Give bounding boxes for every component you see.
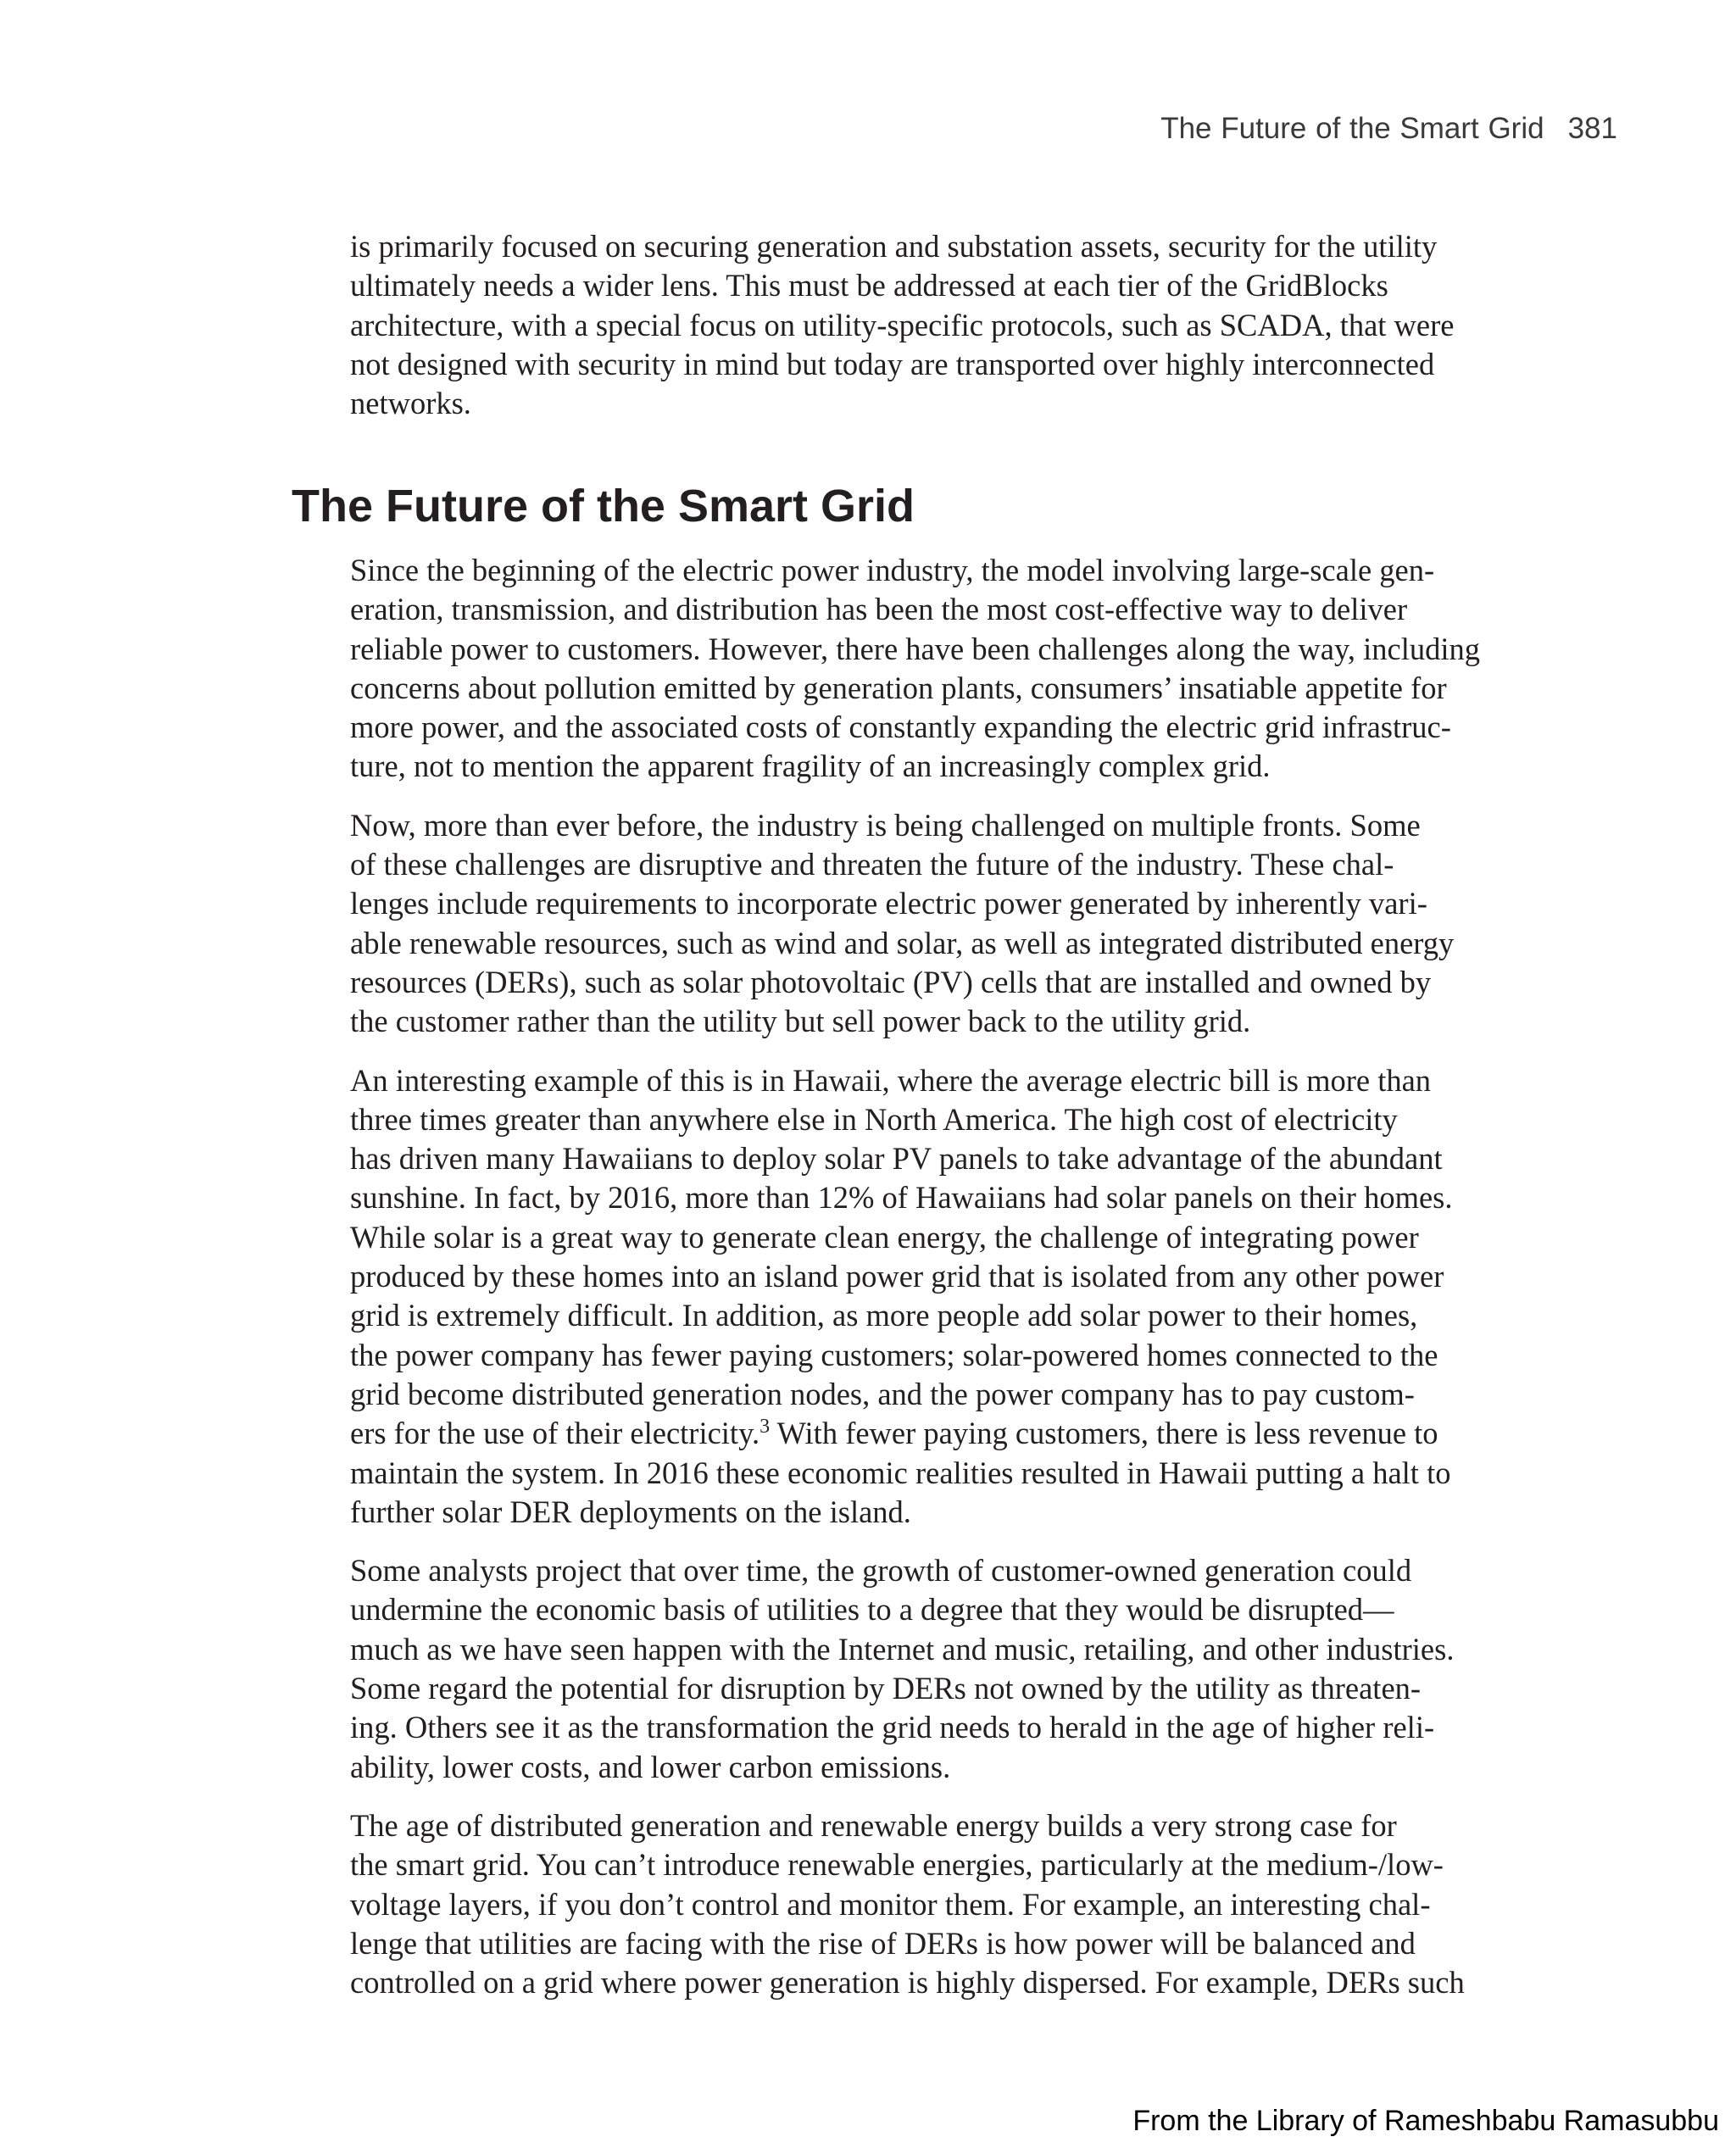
running-title: The Future of the Smart Grid	[1160, 112, 1544, 145]
text-line: grid become distributed generation nodes, and the power company has to pay custom-	[350, 1376, 1415, 1411]
text-line: An interesting example of this is in Hawaii, where the average electric bill is more than	[350, 1062, 1432, 1098]
text-fragment: ers for the use of their electricity.	[350, 1416, 760, 1451]
text-line: Some analysts project that over time, the growth of customer-owned generation could	[350, 1553, 1412, 1589]
running-header	[1160, 112, 1617, 146]
text-line: eration, transmission, and distribution has been the most cost-effective way to deliver	[350, 592, 1408, 627]
text-line: more power, and the associated costs of constantly expanding the electric grid infrastruc-	[350, 710, 1451, 745]
paragraph-challenges	[350, 806, 1500, 1042]
section-body	[350, 551, 1500, 2022]
text-line: the customer rather than the utility but sell power back to the utility grid.	[350, 1004, 1251, 1039]
text-line: voltage layers, if you don’t control and monitor them. For example, an interesting chal-	[350, 1886, 1431, 1922]
intro-text-block	[350, 227, 1500, 442]
text-line: produced by these homes into an island power grid that is isolated from any other power	[350, 1259, 1444, 1294]
text-line: lenges include requirements to incorporate electric power generated by inherently vari-	[350, 886, 1427, 921]
paragraph-industry-model	[350, 551, 1500, 787]
text-line: able renewable resources, such as wind and solar, as well as integrated distributed energy	[350, 925, 1455, 960]
text-fragment: With fewer paying customers, there is less revenue to	[770, 1416, 1438, 1451]
text-line: sunshine. In fact, by 2016, more than 12% of Hawaiians had solar panels on their homes.	[350, 1180, 1453, 1216]
text-line: Since the beginning of the electric power industry, the model involving large-scale gen-	[350, 553, 1435, 587]
paragraph-distributed-generation	[350, 1806, 1500, 2002]
text-line: reliable power to customers. However, there have been challenges along the way, including	[350, 631, 1480, 666]
text-line: While solar is a great way to generate clean energy, the challenge of integrating power	[350, 1219, 1419, 1255]
text-line: The age of distributed generation and renewable energy builds a very strong case for	[350, 1807, 1397, 1843]
text-line: of these challenges are disruptive and threaten the future of the industry. These chal-	[350, 847, 1394, 882]
text-line: ability, lower costs, and lower carbon emissions.	[350, 1749, 951, 1784]
text-line-with-footnote	[350, 1414, 1500, 1453]
text-line: Now, more than ever before, the industry is being challenged on multiple fronts. Some	[350, 807, 1421, 843]
section-heading: The Future of the Smart Grid	[292, 481, 915, 531]
text-line: networks.	[350, 386, 471, 421]
text-line: has driven many Hawaiians to deploy solar PV panels to take advantage of the abundant	[350, 1141, 1443, 1177]
paragraph-disruption	[350, 1551, 1500, 1787]
text-line: concerns about pollution emitted by generation plants, consumers’ insatiable appetite for	[350, 670, 1447, 705]
text-line: resources (DERs), such as solar photovoltaic (PV) cells that are installed and owned by	[350, 964, 1432, 999]
text-line: controlled on a grid where power generation is highly dispersed. For example, DERs such	[350, 1965, 1465, 2001]
text-line: much as we have seen happen with the Internet and music, retailing, and other industries.	[350, 1631, 1455, 1667]
text-line: Some regard the potential for disruption by DERs not owned by the utility as threaten-	[350, 1671, 1422, 1706]
text-line: architecture, with a special focus on utility-specific protocols, such as SCADA, that were	[350, 307, 1455, 342]
text-line: is primarily focused on securing generation and substation assets, security for the utility	[350, 229, 1438, 264]
text-line: three times greater than anywhere else in North America. The high cost of electricity	[350, 1101, 1398, 1137]
text-line: ture, not to mention the apparent fragility of an increasingly complex grid.	[350, 748, 1271, 784]
text-line: undermine the economic basis of utilities to a degree that they would be disrupted—	[350, 1592, 1394, 1628]
text-line: grid is extremely difficult. In addition, as more people add solar power to their homes,	[350, 1298, 1418, 1333]
intro-paragraph	[350, 227, 1500, 423]
footnote-reference[interactable]: 3	[760, 1416, 771, 1438]
library-watermark: From the Library of Rameshbabu Ramasubbu	[1132, 2105, 1719, 2137]
text-line: the smart grid. You can’t introduce renewable energies, particularly at the medium-/low-	[350, 1847, 1444, 1883]
text-line: the power company has fewer paying customers; solar-powered homes connected to the	[350, 1337, 1438, 1372]
page-number: 381	[1567, 112, 1617, 145]
text-line: ultimately needs a wider lens. This must be addressed at each tier of the GridBlocks	[350, 268, 1388, 303]
text-line: ing. Others see it as the transformation the grid needs to herald in the age of higher reli-	[350, 1710, 1435, 1745]
text-line: lenge that utilities are facing with the rise of DERs is how power will be balanced and	[350, 1925, 1416, 1961]
paragraph-hawaii-example	[350, 1061, 1500, 1533]
text-line: maintain the system. In 2016 these economic realities resulted in Hawaii putting a halt to	[350, 1455, 1451, 1490]
text-line: further solar DER deployments on the island.	[350, 1494, 911, 1529]
text-line: not designed with security in mind but today are transported over highly interconnected	[350, 346, 1435, 381]
